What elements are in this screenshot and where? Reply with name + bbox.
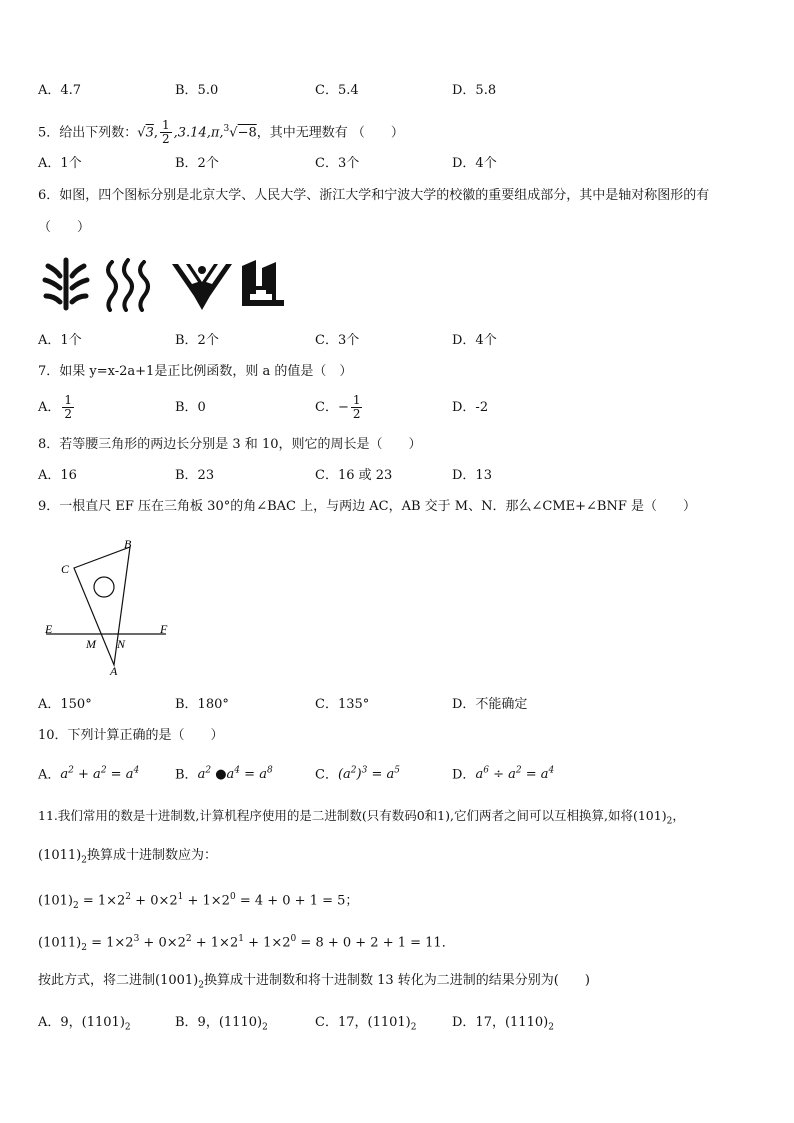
q5-option-b[interactable]: B．2个 bbox=[175, 156, 219, 171]
q9-triangle-ruler-figure bbox=[40, 535, 180, 680]
q5-option-c[interactable]: C．3个 bbox=[315, 156, 360, 171]
q4-option-b[interactable]: B．5.0 bbox=[175, 83, 219, 98]
pku-emblem-icon bbox=[45, 260, 87, 308]
q9-option-d[interactable]: D．不能确定 bbox=[452, 697, 528, 712]
q4-option-c[interactable]: C．5.4 bbox=[315, 83, 359, 98]
q5-option-d[interactable]: D．4个 bbox=[452, 156, 497, 171]
q4-option-d[interactable]: D．5.8 bbox=[452, 83, 497, 98]
q11-option-a[interactable]: A．9，$(1101)_2$ bbox=[38, 1015, 131, 1033]
q10-option-a[interactable]: A．$a^2 + a^2 = a^4$ bbox=[38, 766, 140, 783]
label-f: F bbox=[160, 622, 168, 636]
label-n: N bbox=[117, 637, 126, 651]
q11-stem-3: 按此方式，将二进制$(1001)_2$换算成十进制数和将十进制数 13 转化为二进制的结果分别为( ) bbox=[38, 973, 590, 991]
q6-option-d[interactable]: D．4个 bbox=[452, 333, 497, 348]
q8-stem: 8．若等腰三角形的两边长分别是 3 和 10，则它的周长是（ ） bbox=[38, 437, 422, 452]
q11-option-c[interactable]: C．17，$(1101)_2$ bbox=[315, 1015, 417, 1033]
q6-stem: 6．如图，四个图标分别是北京大学、人民大学、浙江大学和宁波大学的校徽的重要组成部分，其中是轴对称图形的有 bbox=[38, 188, 710, 203]
q5-stem: 5．给出下列数：√3, $\frac{1}{2}$ ,3.14,π,$^3$√−8，其中无理数有 （ ） bbox=[38, 118, 404, 147]
q9-stem: 9．一根直尺 EF 压在三角板 30°的角∠BAC 上，与两边 AC，AB 交于 M、N．那么∠CME+∠BNF 是（ ） bbox=[38, 499, 696, 514]
q9-option-a[interactable]: A．150° bbox=[38, 697, 92, 712]
q10-stem: 10．下列计算正确的是（ ） bbox=[38, 728, 224, 743]
label-c: C bbox=[61, 562, 70, 576]
q8-option-c[interactable]: C．16 或 23 bbox=[315, 468, 393, 483]
nbu-emblem-icon bbox=[242, 260, 284, 306]
q6-option-b[interactable]: B．2个 bbox=[175, 333, 219, 348]
q11-option-b[interactable]: B．9，$(1110)_2$ bbox=[175, 1015, 268, 1033]
q7-option-a[interactable]: A． $\frac{1}{2}$ bbox=[38, 393, 73, 421]
q5-option-a[interactable]: A．1个 bbox=[38, 156, 82, 171]
q8-option-d[interactable]: D．13 bbox=[452, 468, 492, 483]
q6-paren: （ ） bbox=[38, 220, 91, 235]
q7-options bbox=[38, 393, 758, 427]
q11-equation-2: $(1011)_2 = 1\times 2^3 + 0\times 2^2 + 1\times 2^1 + 1\times 2^0 = 8 + 0 + 2 + 1 = 11$． bbox=[38, 934, 455, 953]
q10-option-c[interactable]: C．$(a^2)^3 = a^5$ bbox=[315, 766, 400, 783]
ruc-emblem-icon bbox=[108, 260, 148, 310]
q11-option-d[interactable]: D．17，$(1110)_2$ bbox=[452, 1015, 554, 1033]
q9-option-b[interactable]: B．180° bbox=[175, 697, 229, 712]
q6-option-c[interactable]: C．3个 bbox=[315, 333, 360, 348]
university-emblems-figure bbox=[40, 256, 300, 312]
label-m: M bbox=[86, 637, 96, 651]
q7-stem: 7．如果 y=x-2a+1是正比例函数，则 a 的值是（ ） bbox=[38, 364, 353, 379]
q6-option-a[interactable]: A．1个 bbox=[38, 333, 82, 348]
q7-option-d[interactable]: D．-2 bbox=[452, 400, 489, 415]
triangle-hole bbox=[94, 577, 114, 597]
q7-option-c[interactable]: C．− $\frac{1}{2}$ bbox=[315, 393, 361, 421]
q8-option-b[interactable]: B．23 bbox=[175, 468, 215, 483]
q11-stem-1: 11.我们常用的数是十进制数,计算机程序使用的是二进制数(只有数码0和1),它们两者之间可以互相换算,如将$(101)_2$， bbox=[38, 808, 685, 827]
label-b: B bbox=[124, 537, 132, 551]
q11-equation-1: $(101)_2 = 1\times 2^2 + 0\times 2^1 + 1\times 2^0 = 4 + 0 + 1 = 5$； bbox=[38, 892, 359, 911]
q4-option-a[interactable]: A．4.7 bbox=[38, 83, 82, 98]
zju-emblem-icon bbox=[172, 264, 232, 310]
q7-option-b[interactable]: B．0 bbox=[175, 400, 206, 415]
label-a: A bbox=[110, 664, 118, 678]
q5-fraction: $\frac{1}{2}$ bbox=[162, 118, 170, 147]
q10-option-b[interactable]: B．$a^2$ $●a^4 = a^8$ bbox=[175, 766, 273, 783]
q10-option-d[interactable]: D．$a^6 \div a^2 = a^4$ bbox=[452, 766, 555, 783]
q8-option-a[interactable]: A．16 bbox=[38, 468, 77, 483]
q11-stem-2: $(1011)_2$换算成十进制数应为： bbox=[38, 848, 217, 866]
label-e: E bbox=[45, 622, 53, 636]
q9-option-c[interactable]: C．135° bbox=[315, 697, 370, 712]
